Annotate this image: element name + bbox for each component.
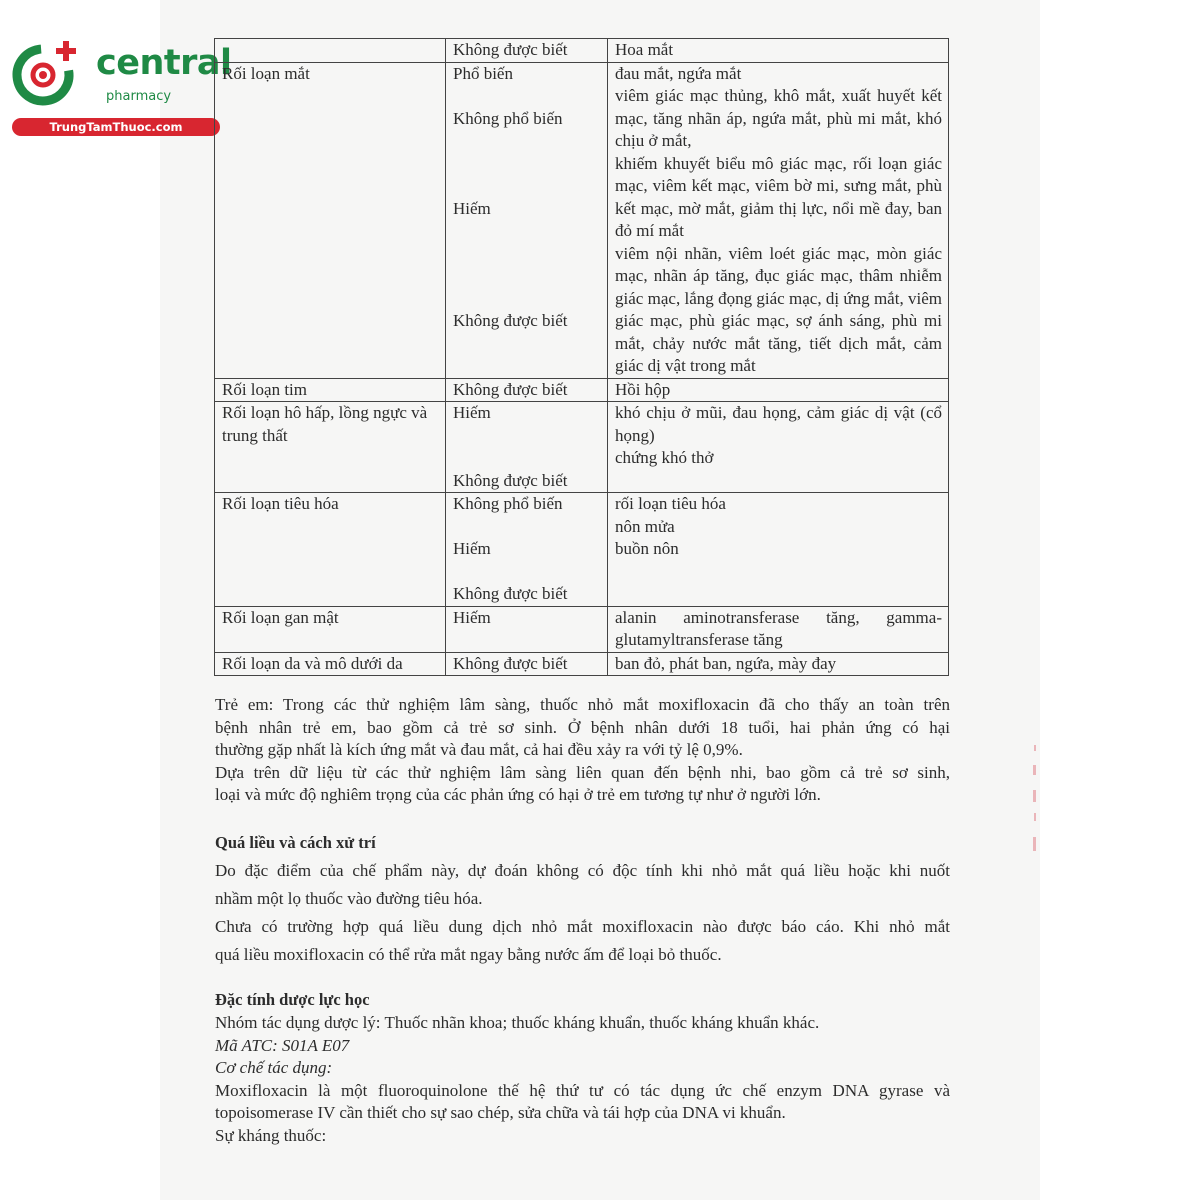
frequency-label: Không được biết <box>453 470 568 490</box>
central-pharmacy-logo[interactable] <box>10 38 232 138</box>
effects-cell <box>608 402 949 493</box>
effects-cell <box>608 652 949 676</box>
frequency-cell <box>446 39 608 63</box>
effect-text: buồn nôn <box>615 539 679 558</box>
mechanism-label: Cơ chế tác dụng: <box>215 1058 333 1077</box>
organ-cell <box>215 39 446 63</box>
brand-subtitle: pharmacy <box>106 89 172 104</box>
adverse-effects-table <box>214 38 949 676</box>
organ-cell: Rối loạn da và mô dưới da <box>215 652 446 676</box>
paragraph-line: topoisomerase IV cần thiết cho sự sao chép, sửa chữa và tái hợp của DNA vi khuẩn. <box>215 1103 786 1122</box>
table-row <box>215 62 949 378</box>
effect-text: khó chịu ở mũi, đau họng, cảm giác dị vật (cổ họng) <box>615 403 942 445</box>
frequency-cell <box>446 378 608 402</box>
effect-text: đau mắt, ngứa mắt <box>615 63 742 83</box>
frequency-label: Không phổ biến <box>453 108 563 128</box>
pharmacy-cross-logo-icon <box>10 38 82 110</box>
effect-text: chứng khó thở <box>615 448 714 467</box>
paragraph-line: loại và mức độ nghiêm trọng của các phản ứng có hại ở trẻ em tương tự như ở người lớn. <box>215 785 821 804</box>
organ-cell: Rối loạn tiêu hóa <box>215 493 446 607</box>
effects-cell <box>608 39 949 63</box>
frequency-label: Không được biết <box>453 379 568 399</box>
table-row <box>215 652 949 676</box>
children-safety-paragraph <box>215 694 950 807</box>
pharmacodynamics-paragraph <box>215 1012 950 1147</box>
stamp-marks-icon <box>1028 745 1042 855</box>
effect-text: Hồi hộp <box>615 379 671 399</box>
frequency-label: Không được biết <box>453 653 568 673</box>
effect-text: nôn mửa <box>615 516 675 536</box>
frequency-label: Hiếm <box>453 198 491 218</box>
frequency-label: Hiếm <box>453 403 491 422</box>
effect-text: khiếm khuyết biểu mô giác mạc, rối loạn giác mạc, viêm kết mạc, viêm bờ mi, sưng mắt, phù kết mạc, mờ mắt, giảm thị lực, nổi mề đay, ban đỏ mí mắt <box>615 153 942 240</box>
frequency-label: Không được biết <box>453 584 568 603</box>
resistance-label: Sự kháng thuốc: <box>215 1125 327 1145</box>
frequency-cell <box>446 652 608 676</box>
effects-cell <box>608 606 949 652</box>
pharmacological-group: Nhóm tác dụng dược lý: Thuốc nhãn khoa; thuốc kháng khuẩn, thuốc kháng khuẩn khác. <box>215 1013 820 1032</box>
effect-text: viêm nội nhãn, viêm loét giác mạc, mòn giác mạc, nhãn áp tăng, đục giác mạc, thâm nhiễm giác mạc, lắng đọng giác mạc, dị ứng mắt, viêm giác mạc, phù giác mạc, sợ ánh sáng, phù mi mắt, chảy nước mắt tăng, tiết dịch mắt, cảm giác dị vật trong mắt <box>615 243 942 375</box>
brand-url: TrungTamThuoc.com <box>12 118 220 136</box>
effect-text: Hoa mắt <box>615 40 674 59</box>
frequency-cell <box>446 402 608 493</box>
frequency-label: Hiếm <box>453 539 491 558</box>
frequency-label: Hiếm <box>453 607 491 627</box>
overdose-paragraph <box>215 857 950 969</box>
brand-name: central <box>96 43 232 83</box>
paragraph-line: Dựa trên dữ liệu từ các thử nghiệm lâm sàng liên quan đến bệnh nhi, bao gồm cả trẻ sơ sinh, <box>215 762 950 782</box>
frequency-cell <box>446 62 608 378</box>
overdose-heading: Quá liều và cách xử trí <box>215 833 376 852</box>
organ-cell: Rối loạn hô hấp, lồng ngực và trung thất <box>215 402 446 493</box>
effects-cell <box>608 493 949 607</box>
paragraph-line: Do đặc điểm của chế phẩm này, dự đoán không có độc tính khi nhỏ mắt quá liều hoặc khi nuốt <box>215 861 950 880</box>
paragraph-line: Moxifloxacin là một fluoroquinolone thế hệ thứ tư có tác dụng ức chế enzym DNA gyrase và <box>215 1080 950 1100</box>
effects-cell <box>608 378 949 402</box>
paragraph-line: Trẻ em: Trong các thử nghiệm lâm sàng, thuốc nhỏ mắt moxifloxacin đã cho thấy an toàn trên <box>215 695 950 714</box>
frequency-label: Không được biết <box>453 40 568 59</box>
frequency-label: Không phổ biến <box>453 494 563 513</box>
frequency-cell <box>446 493 608 607</box>
organ-cell: Rối loạn tim <box>215 378 446 402</box>
paragraph-line: thường gặp nhất là kích ứng mắt và đau mắt, cả hai đều xảy ra với tỷ lệ 0,9%. <box>215 740 743 759</box>
paragraph-line: nhầm một lọ thuốc vào đường tiêu hóa. <box>215 889 483 908</box>
effect-text: alanin aminotransferase tăng, gamma-glutamyltransferase tăng <box>615 607 942 649</box>
table-row <box>215 402 949 493</box>
organ-cell: Rối loạn gan mật <box>215 606 446 652</box>
effect-text: ban đỏ, phát ban, ngứa, mày đay <box>615 653 837 673</box>
effect-text: viêm giác mạc thủng, khô mắt, xuất huyết kết mạc, tăng nhãn áp, ngứa mắt, phù mi mắt, khó chịu ở mắt, <box>615 86 942 150</box>
organ-cell: Rối loạn mắt <box>215 62 446 378</box>
paragraph-line: quá liều moxifloxacin có thể rửa mắt ngay bằng nước ấm để loại bỏ thuốc. <box>215 945 722 964</box>
frequency-label: Phổ biến <box>453 63 513 83</box>
frequency-cell <box>446 606 608 652</box>
table-row <box>215 493 949 607</box>
effects-cell <box>608 62 949 378</box>
table-row <box>215 378 949 402</box>
frequency-label: Không được biết <box>453 311 568 330</box>
pharmacodynamics-heading: Đặc tính dược lực học <box>215 990 370 1009</box>
paragraph-line: bệnh nhân trẻ em, bao gồm cả trẻ sơ sinh. Ở bệnh nhân dưới 18 tuổi, hai phản ứng có hại <box>215 717 950 737</box>
paragraph-line: Chưa có trường hợp quá liều dung dịch nhỏ mắt moxifloxacin nào được báo cáo. Khi nhỏ mắt <box>215 917 950 936</box>
table-row <box>215 606 949 652</box>
atc-code: Mã ATC: S01A E07 <box>215 1035 350 1055</box>
effect-text: rối loạn tiêu hóa <box>615 494 726 513</box>
table-row <box>215 39 949 63</box>
